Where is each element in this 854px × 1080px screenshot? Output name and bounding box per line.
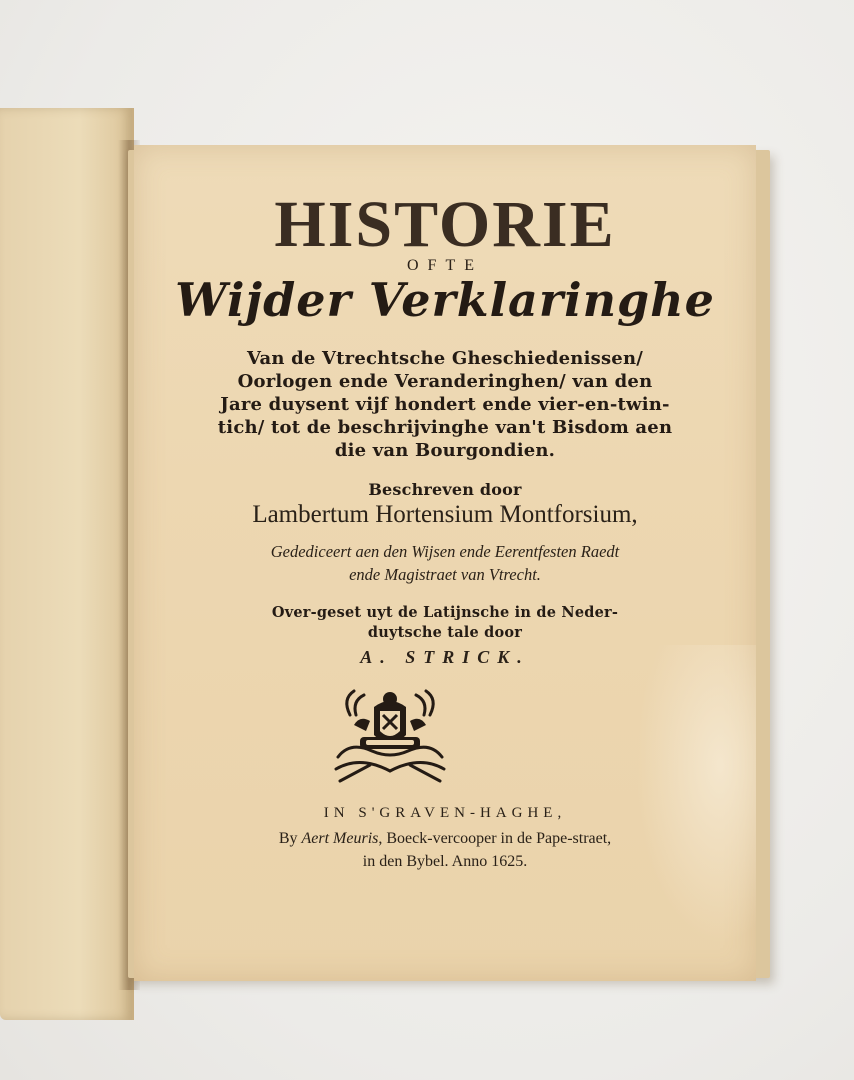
imprint-date: in den Bybel. Anno 1625. — [362, 853, 528, 870]
printer-name: Aert Meuris — [301, 830, 379, 847]
description-line: Van de Vtrechtsche Gheschiedenissen/ — [246, 348, 644, 369]
description-line: Oorlogen ende Veranderinghen/ van den — [237, 371, 653, 392]
printers-device-emblem — [330, 685, 450, 790]
translation-line: Over-geset uyt de Latijnsche in de Neder- — [271, 604, 619, 621]
book-cover-board — [0, 108, 134, 1020]
description-block — [134, 347, 756, 462]
book-subtitle: Wijder Verklaringhe — [175, 273, 715, 327]
dedication-block — [134, 540, 756, 586]
description-line: die van Bourgondien. — [334, 440, 556, 461]
title-page — [134, 145, 756, 981]
page-stain — [636, 645, 756, 945]
description-line: tich/ tot de beschrijvinghe van't Bisdom aen — [217, 417, 673, 438]
title-connector: OFTE — [407, 257, 483, 274]
imprint-by: By — [278, 830, 302, 847]
imprint-place: IN S'GRAVEN-HAGHE, — [323, 805, 567, 821]
book-title: HISTORIE — [274, 188, 616, 261]
written-by-label: Beschreven door — [368, 480, 522, 499]
imprint-printer-line — [134, 830, 756, 848]
dedication-line: ende Magistraet van Vtrecht. — [349, 565, 541, 584]
translator-name: A. STRICK. — [360, 647, 530, 667]
dedication-line: Gedediceert aen den Wijsen ende Eerentfesten Raedt — [270, 542, 620, 561]
description-line: Jare duysent vijf hondert ende vier-en-twin- — [220, 394, 670, 415]
translation-line: duytsche tale door — [367, 624, 523, 641]
translation-note — [134, 603, 756, 643]
author-name: Lambertum Hortensium Montforsium, — [252, 501, 638, 528]
imprint-bookseller: , Boeck-vercooper in de Pape-straet, — [378, 830, 612, 847]
